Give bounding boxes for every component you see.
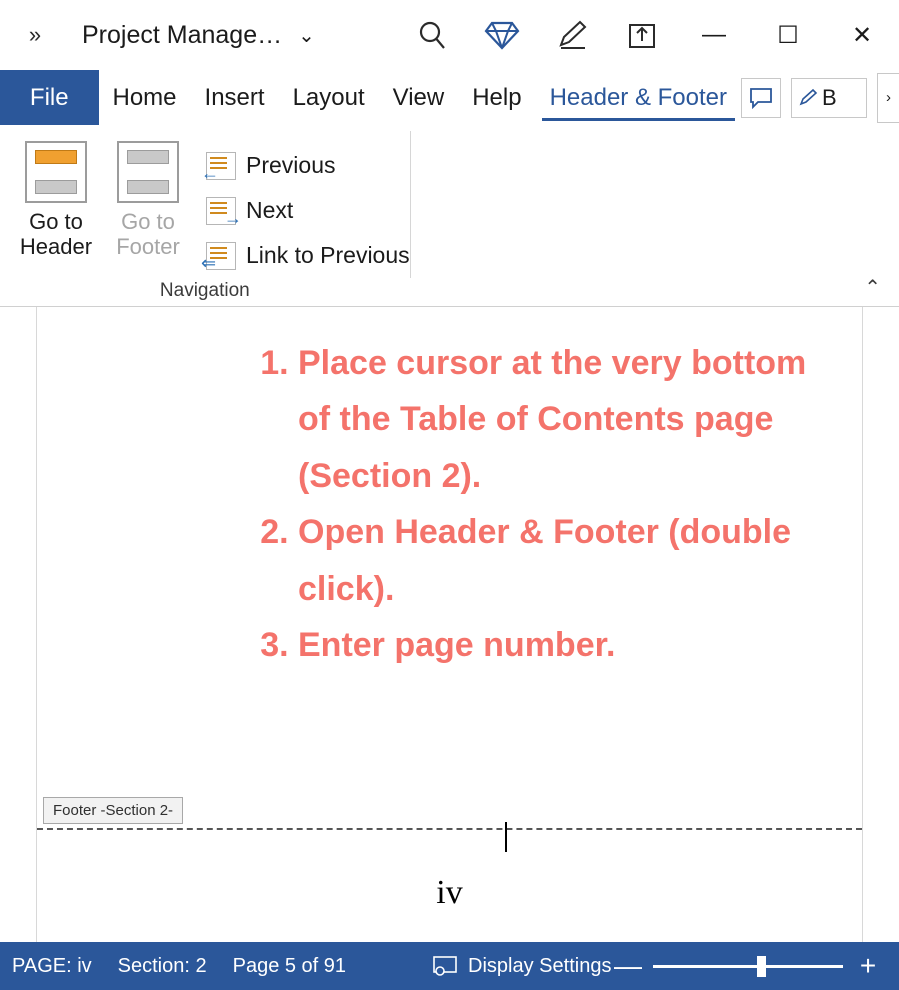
go-to-header-label-line1: Go to [29, 209, 83, 234]
link-to-previous-button[interactable] [201, 233, 410, 278]
close-button[interactable]: ✕ [851, 21, 873, 49]
instruction-item-3: 3. Enter page number. [298, 617, 812, 673]
tab-home[interactable]: Home [112, 83, 177, 111]
navigation-group-content [0, 133, 410, 280]
comments-button[interactable] [741, 78, 781, 118]
status-page-indicator[interactable]: PAGE: iv [12, 954, 92, 977]
maximize-button[interactable]: ☐ [777, 21, 799, 49]
next-label: Next [246, 197, 294, 223]
status-bar [0, 942, 899, 990]
navigation-command-list [194, 133, 410, 280]
previous-icon: ← [206, 152, 236, 180]
ribbon-group-navigation [0, 125, 410, 306]
editing-mode-label: B [822, 84, 837, 110]
zoom-slider[interactable] [613, 950, 899, 982]
instruction-overlay [242, 335, 812, 674]
navigation-group-label: Navigation [159, 280, 250, 301]
title-bar [0, 0, 899, 70]
next-button[interactable] [206, 188, 410, 233]
title-bar-actions [397, 0, 899, 70]
zoom-track[interactable] [653, 965, 843, 968]
page-number-field[interactable]: iv [436, 874, 463, 911]
previous-label: Previous [246, 152, 336, 178]
go-to-footer-label-line2: Footer [116, 234, 180, 260]
previous-button[interactable] [201, 143, 410, 188]
editing-mode-button[interactable] [791, 78, 867, 118]
status-page-count[interactable]: Page 5 of 91 [232, 954, 347, 977]
collapse-ribbon-icon[interactable]: ⌃ [864, 277, 881, 299]
tab-strip-right-actions [741, 70, 899, 125]
text-cursor [505, 822, 507, 852]
document-page[interactable] [36, 307, 863, 942]
overflow-chevrons-icon[interactable]: » [28, 22, 42, 47]
tab-help[interactable]: Help [472, 83, 522, 111]
tab-header-and-footer[interactable]: Header & Footer [536, 70, 741, 125]
display-settings-button[interactable] [432, 955, 611, 978]
ribbon-body [0, 125, 899, 307]
zoom-thumb[interactable] [757, 956, 766, 977]
tab-file[interactable]: File [0, 70, 99, 125]
footer-boundary-line [37, 828, 862, 830]
link-to-previous-label: Link to Previous [246, 242, 410, 268]
tab-layout[interactable]: Layout [292, 83, 365, 111]
more-tabs-chevron-icon[interactable]: › [877, 73, 899, 123]
link-to-previous-icon: ⇐ [206, 242, 236, 270]
go-to-header-label-line2: Header [19, 234, 93, 260]
header-document-icon [25, 141, 87, 203]
share-upload-icon[interactable] [607, 0, 677, 70]
footer-section-tag: Footer -Section 2- [43, 797, 183, 824]
ribbon-tab-strip [0, 70, 899, 125]
tab-view[interactable]: View [392, 83, 445, 111]
display-settings-icon [432, 955, 460, 977]
pen-edit-icon[interactable] [537, 0, 607, 70]
display-settings-label: Display Settings [468, 954, 612, 977]
zoom-in-button[interactable]: + [859, 950, 877, 981]
document-canvas[interactable] [0, 307, 899, 942]
instruction-item-1: 1. Place cursor at the very bottom of the Table of Contents page (Section 2). [298, 335, 812, 504]
go-to-footer-button[interactable] [102, 133, 194, 280]
diamond-gem-icon[interactable] [467, 0, 537, 70]
next-icon: → [206, 197, 236, 225]
search-icon[interactable] [397, 0, 467, 70]
footer-document-icon [117, 141, 179, 203]
go-to-header-button[interactable] [10, 133, 102, 280]
instruction-item-2: 2. Open Header & Footer (double click). [298, 504, 812, 617]
chevron-down-icon[interactable]: ⌄ [298, 24, 315, 47]
document-title: Project Manage… [82, 20, 283, 49]
status-section-indicator[interactable]: Section: 2 [117, 954, 207, 977]
zoom-out-button[interactable]: — [614, 950, 642, 981]
ribbon-group-divider [410, 131, 411, 278]
tab-insert[interactable]: Insert [204, 83, 265, 111]
minimize-button[interactable]: — [702, 21, 726, 48]
go-to-footer-label-line1: Go to [121, 209, 175, 234]
